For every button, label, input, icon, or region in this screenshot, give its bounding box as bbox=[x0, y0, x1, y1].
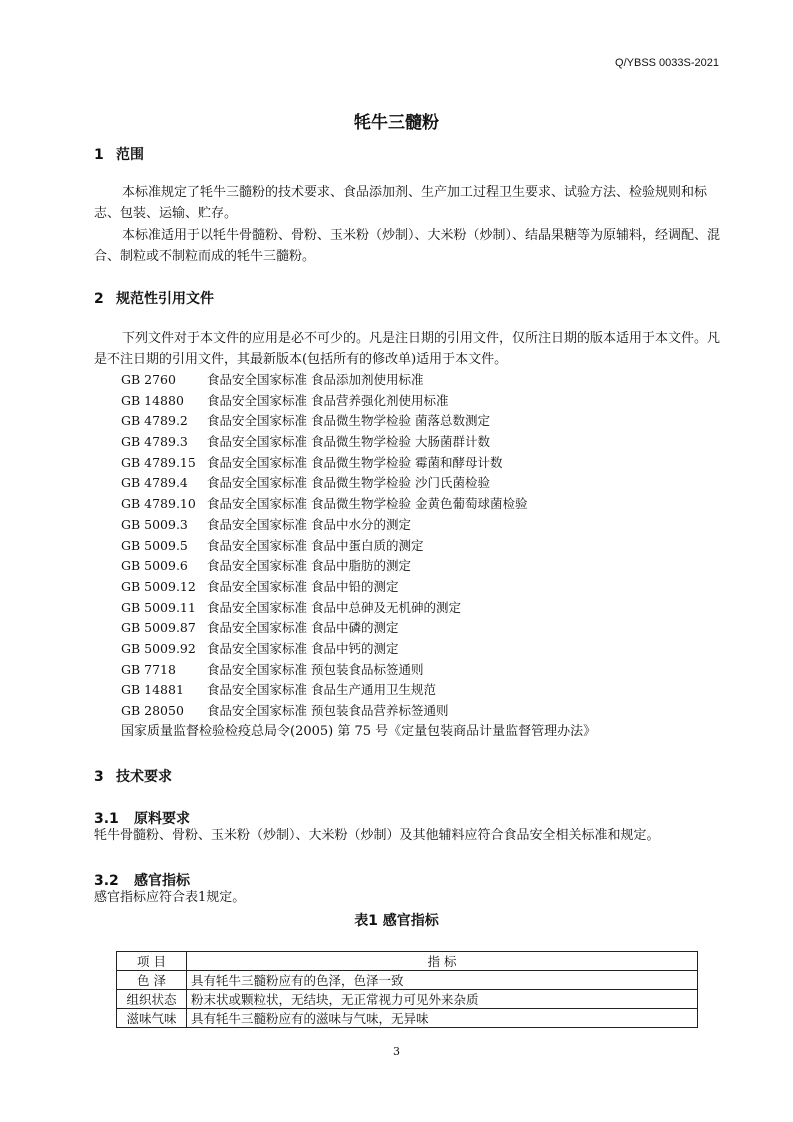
raw-materials-text: 牦牛骨髓粉、骨粉、玉米粉（炒制）、大米粉（炒制）及其他辅料应符合食品安全相关标准和规定。 bbox=[94, 828, 660, 843]
subsection-number: 3.1 bbox=[94, 811, 119, 827]
subsection-raw-materials-heading bbox=[94, 808, 190, 828]
reference-item bbox=[121, 494, 596, 515]
reference-code: GB 5009.5 bbox=[121, 537, 188, 553]
section-title: 技术要求 bbox=[116, 769, 172, 785]
table-caption: 表1 感官指标 bbox=[354, 913, 439, 929]
reference-code: GB 4789.15 bbox=[121, 454, 196, 470]
reference-item bbox=[121, 411, 596, 432]
section-number: 1 bbox=[94, 147, 104, 163]
reference-list bbox=[121, 370, 596, 742]
reference-code: GB 5009.11 bbox=[121, 599, 196, 615]
sensory-table bbox=[116, 951, 698, 1028]
reference-item bbox=[121, 473, 596, 494]
reference-code: GB 28050 bbox=[121, 703, 184, 718]
reference-item bbox=[121, 598, 596, 619]
reference-title: 食品安全国家标准 食品中磷的测定 bbox=[207, 620, 399, 636]
reference-code: GB 5009.3 bbox=[121, 516, 188, 532]
reference-title: 食品安全国家标准 食品微生物学检验 大肠菌群计数 bbox=[207, 434, 490, 450]
reference-code: GB 7718 bbox=[121, 661, 176, 677]
row-value: 粉末状或颗粒状，无结块，无正常视力可见外来杂质 bbox=[187, 990, 698, 1009]
section-scope-heading bbox=[94, 144, 144, 164]
row-item: 滋味气味 bbox=[117, 1009, 187, 1028]
reference-item bbox=[121, 556, 596, 577]
reference-item bbox=[121, 536, 596, 557]
reference-item bbox=[121, 432, 596, 453]
reference-item bbox=[121, 391, 596, 412]
reference-code: GB 2760 bbox=[121, 372, 176, 387]
row-item: 色 泽 bbox=[117, 971, 187, 990]
header-index: 指 标 bbox=[187, 952, 698, 971]
table-row bbox=[117, 1009, 698, 1028]
subsection-title: 原料要求 bbox=[134, 811, 190, 827]
reference-title: 食品安全国家标准 食品营养强化剂使用标准 bbox=[207, 392, 449, 408]
reference-title: 食品安全国家标准 食品微生物学检验 霉菌和酵母计数 bbox=[207, 454, 503, 470]
sensory-text: 感官指标应符合表1规定。 bbox=[94, 890, 246, 905]
reference-item bbox=[121, 639, 596, 660]
section-number: 2 bbox=[94, 291, 104, 307]
table-row bbox=[117, 990, 698, 1009]
reference-title: 食品安全国家标准 食品生产通用卫生规范 bbox=[207, 682, 436, 698]
reference-item bbox=[121, 577, 596, 598]
header-item: 项 目 bbox=[117, 952, 187, 971]
subsection-title: 感官指标 bbox=[134, 873, 190, 889]
subsection-number: 3.2 bbox=[94, 873, 119, 889]
row-item: 组织状态 bbox=[117, 990, 187, 1009]
table-header-row bbox=[117, 952, 698, 971]
section-title: 规范性引用文件 bbox=[116, 291, 214, 307]
reference-code: GB 14880 bbox=[121, 392, 184, 408]
reference-item bbox=[121, 660, 596, 681]
scope-paragraph-1: 本标准规定了牦牛三髓粉的技术要求、食品添加剂、生产加工过程卫生要求、试验方法、检验规则和标志、包装、运输、贮存。 bbox=[94, 185, 708, 221]
table-row bbox=[117, 971, 698, 990]
reference-item bbox=[121, 701, 596, 722]
scope-paragraph-2: 本标准适用于以牦牛骨髓粉、骨粉、玉米粉（炒制）、大米粉（炒制）、结晶果糖等为原辅料，经调配、混合、制粒或不制粒而成的牦牛三髓粉。 bbox=[94, 228, 721, 264]
references-intro: 下列文件对于本文件的应用是必不可少的。凡是注日期的引用文件，仅所注日期的版本适用于本文件。凡是不注日期的引用文件，其最新版本(包括所有的修改单)适用于本文件。 bbox=[94, 331, 721, 367]
reference-item bbox=[121, 680, 596, 701]
reference-item bbox=[121, 370, 596, 391]
section-number: 3 bbox=[94, 769, 104, 785]
reference-title: 食品安全国家标准 预包装食品标签通则 bbox=[207, 661, 424, 677]
reference-item bbox=[121, 618, 596, 639]
reference-title: 食品安全国家标准 食品微生物学检验 金黄色葡萄球菌检验 bbox=[207, 496, 528, 512]
reference-code: GB 5009.92 bbox=[121, 640, 196, 656]
reference-title: 食品安全国家标准 食品中钙的测定 bbox=[207, 640, 399, 656]
reference-title: 食品安全国家标准 食品中脂肪的测定 bbox=[207, 558, 411, 574]
section-title: 范围 bbox=[116, 147, 144, 163]
reference-code: GB 5009.12 bbox=[121, 578, 196, 594]
reference-title: 食品安全国家标准 食品中铅的测定 bbox=[207, 578, 399, 594]
reference-title: 食品安全国家标准 食品微生物学检验 沙门氏菌检验 bbox=[207, 475, 490, 491]
document-title: 牦牛三髓粉 bbox=[354, 113, 439, 133]
reference-title: 食品安全国家标准 食品添加剂使用标准 bbox=[207, 372, 424, 387]
reference-code: GB 4789.4 bbox=[121, 475, 188, 491]
section-references-heading bbox=[94, 288, 214, 308]
standard-code: Q/YBSS 0033S-2021 bbox=[615, 57, 719, 69]
subsection-sensory-heading bbox=[94, 870, 190, 890]
reference-title: 食品安全国家标准 食品中水分的测定 bbox=[207, 516, 411, 532]
reference-code: GB 4789.10 bbox=[121, 496, 196, 512]
section-technical-heading bbox=[94, 766, 172, 786]
reference-decree: 国家质量监督检验检疫总局令(2005) 第 75 号《定量包装商品计量监督管理办法》 bbox=[121, 723, 597, 739]
reference-code: GB 5009.6 bbox=[121, 558, 188, 574]
reference-title: 食品安全国家标准 食品中总砷及无机砷的测定 bbox=[207, 599, 461, 615]
row-value: 具有牦牛三髓粉应有的色泽，色泽一致 bbox=[187, 971, 698, 990]
reference-item bbox=[121, 515, 596, 536]
reference-title: 食品安全国家标准 预包装食品营养标签通则 bbox=[207, 703, 449, 718]
reference-code: GB 14881 bbox=[121, 682, 184, 698]
page-number: 3 bbox=[393, 1045, 400, 1058]
reference-code: GB 5009.87 bbox=[121, 620, 196, 636]
reference-code: GB 4789.3 bbox=[121, 434, 188, 450]
reference-title: 食品安全国家标准 食品微生物学检验 菌落总数测定 bbox=[207, 413, 490, 429]
reference-code: GB 4789.2 bbox=[121, 413, 188, 429]
reference-item bbox=[121, 453, 596, 474]
row-value: 具有牦牛三髓粉应有的滋味与气味，无异味 bbox=[187, 1009, 698, 1028]
reference-title: 食品安全国家标准 食品中蛋白质的测定 bbox=[207, 537, 424, 553]
